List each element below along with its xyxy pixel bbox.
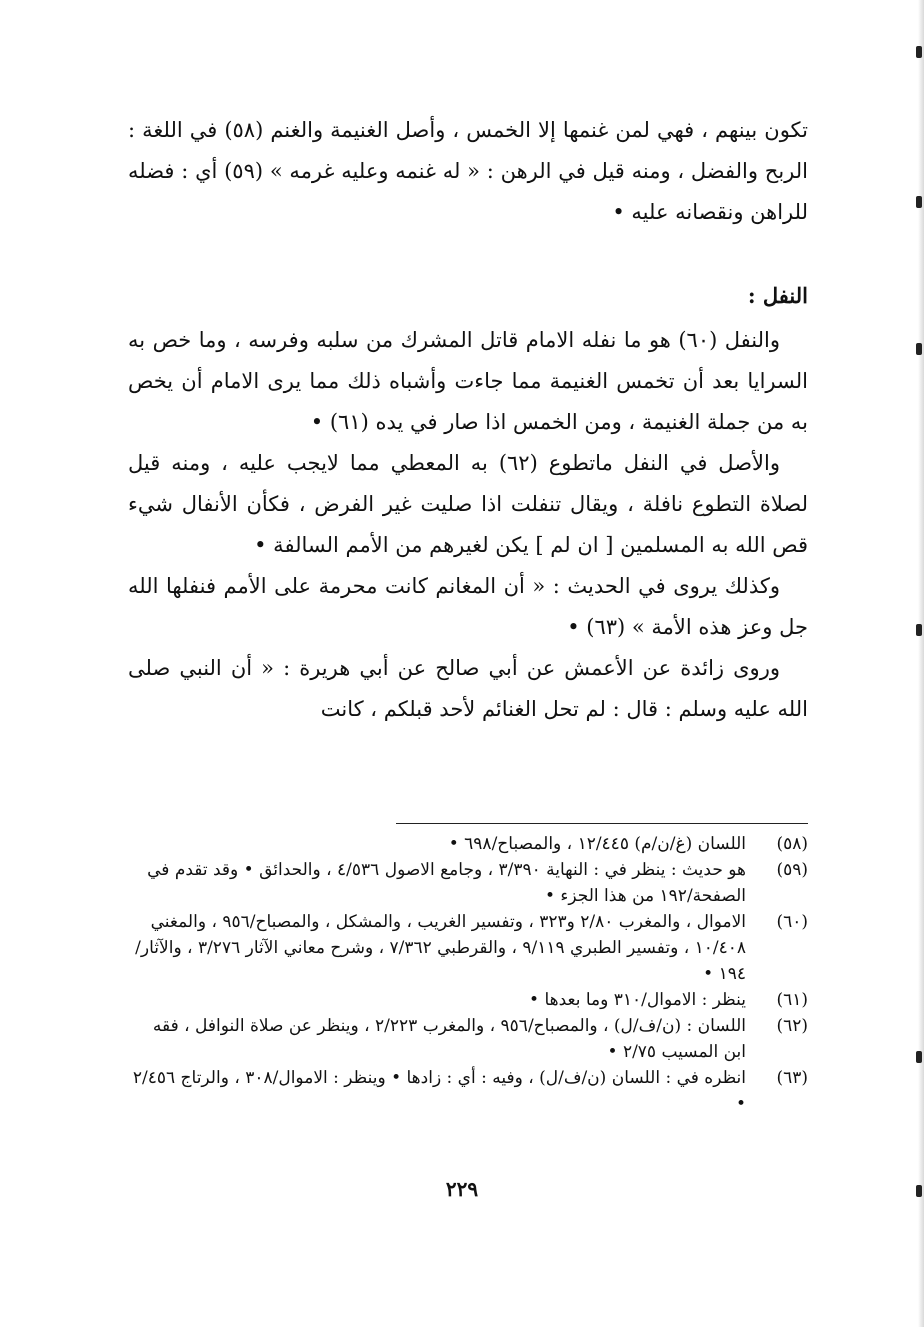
binding-mark [916, 624, 922, 636]
paragraph: والنفل (٦٠) هو ما نفله الامام قاتل المشرك من سلبه وفرسه ، وما خص به السرايا بعد أن تخمس الغنيمة مما جاءت وأشباه ذلك مما يرى الامام أن يخص به من جملة الغنيمة ، ومن الخمس اذا صار في يده (٦١) • [128, 328, 808, 434]
footnote-divider [396, 823, 808, 824]
binding-mark [916, 1051, 922, 1063]
binding-mark [916, 196, 922, 208]
page-number: ٢٢٩ [445, 1177, 479, 1201]
main-text [128, 110, 808, 730]
footnote [128, 857, 808, 909]
section-heading: النفل : [747, 283, 808, 308]
footnotes [128, 831, 808, 1117]
footnote [128, 1065, 808, 1117]
footnote [128, 831, 808, 857]
footnote-text: ينظر : الاموال/٣١٠ وما بعدها • [529, 990, 746, 1010]
footnote-number: (٥٨) [776, 834, 808, 854]
footnote-number: (٦٢) [776, 1016, 808, 1036]
paragraph: والأصل في النفل ماتطوع (٦٢) به المعطي مما لايجب عليه ، ومنه قيل لصلاة التطوع نافلة ، ويقال تنفلت اذا صليت غير الفرض ، فكأن الأنفال شيء قص الله به المسلمين [ ان لم ] يكن لغيرهم من الأمم السالفة • [128, 451, 808, 557]
footnote-number: (٦٣) [776, 1068, 808, 1088]
footnote [128, 909, 808, 987]
binding-mark [916, 343, 922, 355]
footnote-text: هو حديث : ينظر في : النهاية ٣/٣٩٠ ، وجامع الاصول ٤/٥٣٦ ، والحدائق • وقد تقدم في الصفحة/١٩٢ من هذا الجزء • [147, 860, 746, 906]
footnote-text: اللسان : (ن/ف/ل) ، والمصباح/٩٥٦ ، والمغرب ٢/٢٢٣ ، وينظر عن صلاة النوافل ، فقه ابن المسيب ٢/٧٥ • [152, 1016, 746, 1062]
footnote [128, 1013, 808, 1065]
paragraph: وروى زائدة عن الأعمش عن أبي صالح عن أبي هريرة : « أن النبي صلى الله عليه وسلم : قال : لم تحل الغنائم لأحد قبلكم ، كانت [128, 656, 808, 721]
footnote-text: الاموال ، والمغرب ٢/٨٠ و٣٢٣ ، وتفسير الغريب ، والمشكل ، والمصباح/٩٥٦ ، والمغني ١٠/٤٠٨ ، وتفسير الطبري ٩/١١٩ ، والقرطبي ٧/٣٦٢ ، وشرح معاني الآثار ٣/٢٧٦ ، والآثار/١٩٤ • [135, 912, 746, 984]
paragraph: وكذلك يروى في الحديث : « أن المغانم كانت محرمة على الأمم فنفلها الله جل وعز هذه الأمة » (٦٣) • [128, 574, 808, 639]
binding-mark [916, 46, 922, 58]
footnote-number: (٥٩) [776, 860, 808, 880]
footnote-number: (٦١) [776, 990, 808, 1010]
footnote-number: (٦٠) [776, 912, 808, 932]
footnote-text: انظره في : اللسان (ن/ف/ل) ، وفيه : أي : زادها • وينظر : الاموال/٣٠٨ ، والرتاج ٢/٤٥٦ • [132, 1068, 746, 1114]
footnote [128, 987, 808, 1013]
paragraph-intro: تكون بينهم ، فهي لمن غنمها إلا الخمس ، وأصل الغنيمة والغنم (٥٨) في اللغة : الربح والفضل ، ومنه قيل في الرهن : « له غنمه وعليه غرمه » (٥٩) أي : فضله للراهن ونقصانه عليه • [128, 118, 808, 224]
footnote-text: اللسان (غ/ن/م) ١٢/٤٤٥ ، والمصباح/٦٩٨ • [448, 834, 746, 854]
